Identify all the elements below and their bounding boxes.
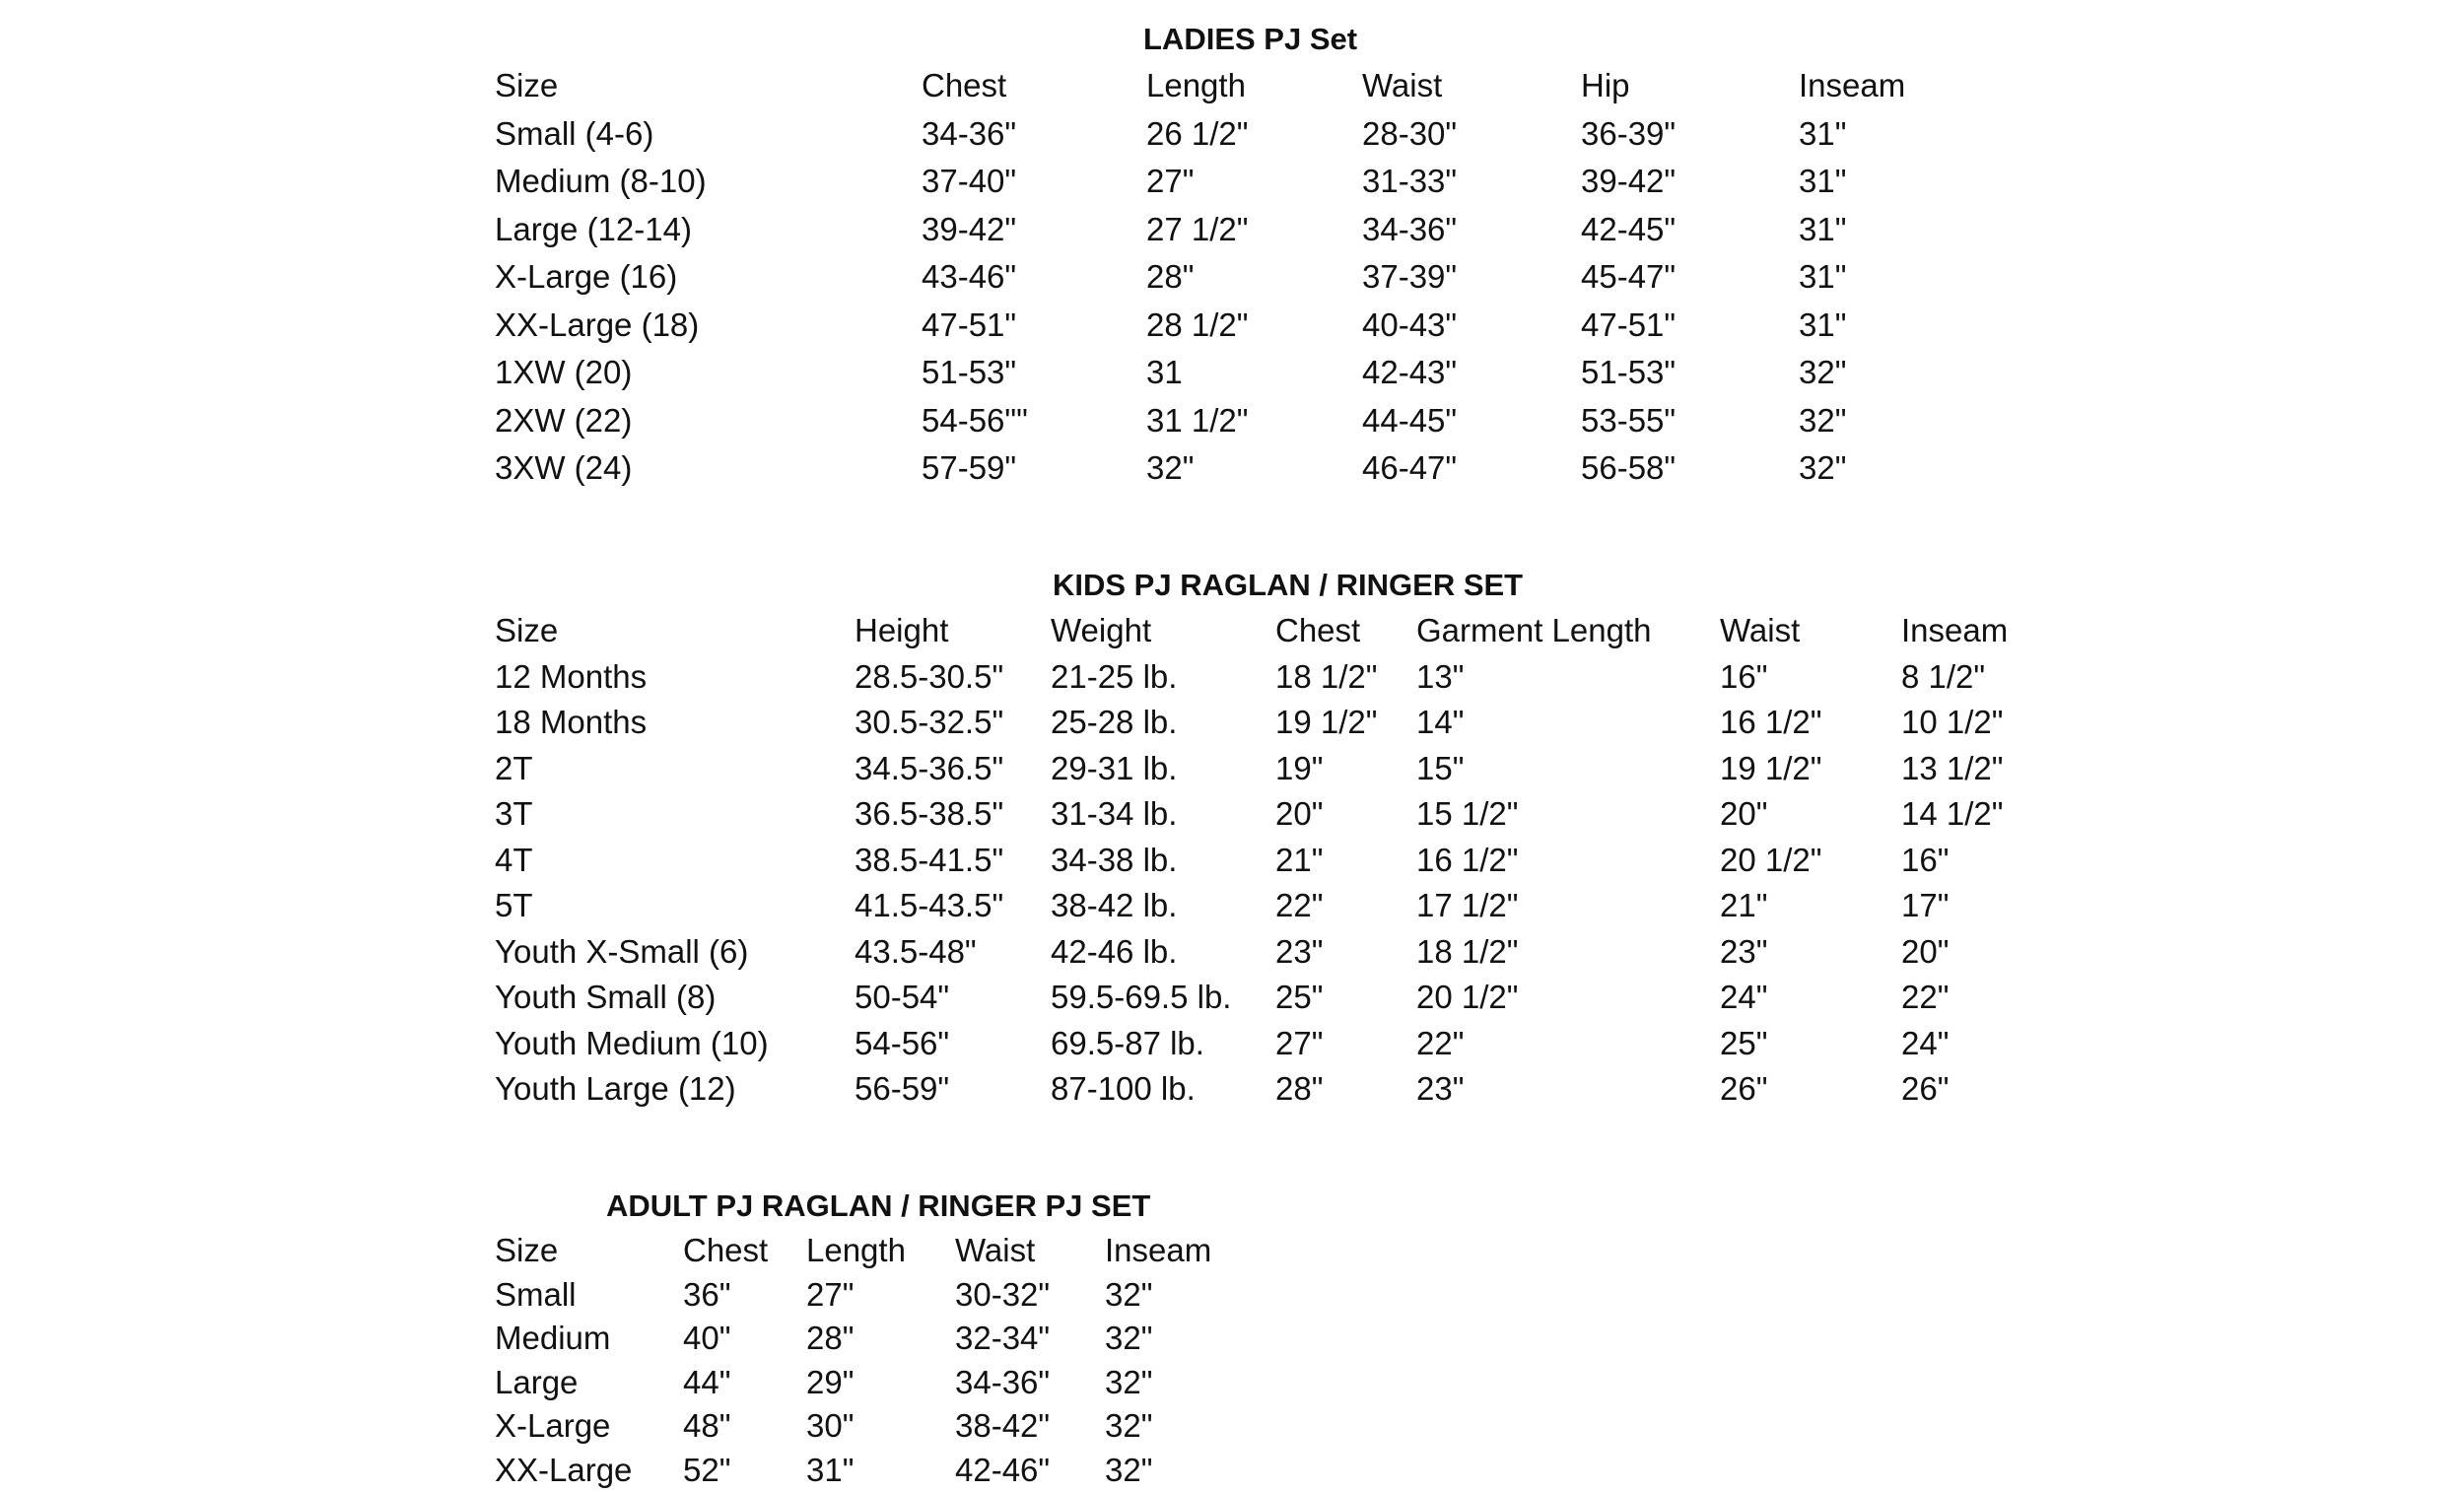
table-row [495,1066,2039,1113]
table-row [495,654,2039,701]
measurement-cell: 21-25 lb. [1051,654,1275,701]
measurement-cell: 34-36" [1362,206,1581,254]
table-row [495,1317,1243,1361]
measurement-cell: 37-39" [1362,253,1581,302]
measurement-cell: 31 1/2" [1146,397,1362,445]
table-row [495,206,1947,254]
table-row [495,110,1947,159]
measurement-cell: 30" [806,1404,955,1449]
table-row [495,349,1947,397]
measurement-cell: 27" [806,1273,955,1318]
table-row [495,746,2039,792]
measurement-cell: 15 1/2" [1416,791,1720,838]
table-row [495,791,2039,838]
table-row [495,700,2039,746]
header-cell: Size [495,1229,683,1273]
measurement-cell: 48" [683,1404,806,1449]
measurement-cell: 30.5-32.5" [855,700,1051,746]
size-cell: 1XW (20) [495,349,922,397]
header-cell: Height [855,608,1051,654]
measurement-cell: 24" [1720,975,1901,1021]
size-cell: Medium (8-10) [495,158,922,206]
measurement-cell: 38.5-41.5" [855,838,1051,884]
measurement-cell: 25-28 lb. [1051,700,1275,746]
measurement-cell: 21" [1720,883,1901,929]
measurement-cell: 38-42" [955,1404,1105,1449]
measurement-cell: 42-45" [1581,206,1799,254]
measurement-cell: 44" [683,1361,806,1405]
measurement-cell: 21" [1275,838,1416,884]
table-row [495,1404,1243,1449]
measurement-cell: 31-33" [1362,158,1581,206]
measurement-cell: 23" [1720,929,1901,976]
size-cell: Youth Medium (10) [495,1021,855,1067]
header-cell: Chest [683,1229,806,1273]
size-cell: X-Large [495,1404,683,1449]
measurement-cell: 25" [1720,1021,1901,1067]
adult-section-title: ADULT PJ RAGLAN / RINGER PJ SET [606,1190,1150,1221]
measurement-cell: 28.5-30.5" [855,654,1051,701]
size-cell: 4T [495,838,855,884]
table-row [495,253,1947,302]
size-cell: 3XW (24) [495,444,922,493]
measurement-cell: 44-45" [1362,397,1581,445]
size-cell: 5T [495,883,855,929]
size-cell: Youth Large (12) [495,1066,855,1113]
table-header-row [495,62,1947,110]
measurement-cell: 32" [1105,1317,1243,1361]
measurement-cell: 40-43" [1362,302,1581,350]
measurement-cell: 27 1/2" [1146,206,1362,254]
size-cell: XX-Large [495,1449,683,1492]
measurement-cell: 31-34 lb. [1051,791,1275,838]
table-row [495,158,1947,206]
measurement-cell: 52" [683,1449,806,1492]
measurement-cell: 20" [1901,929,2039,976]
measurement-cell: 31" [1799,302,1947,350]
measurement-cell: 31" [1799,158,1947,206]
size-cell: 3T [495,791,855,838]
table-row [495,1361,1243,1405]
header-cell: Size [495,62,922,110]
measurement-cell: 16" [1901,838,2039,884]
size-cell: Youth Small (8) [495,975,855,1021]
measurement-cell: 53-55" [1581,397,1799,445]
size-cell: Large [495,1361,683,1405]
measurement-cell: 20 1/2" [1416,975,1720,1021]
measurement-cell: 28" [806,1317,955,1361]
measurement-cell: 28-30" [1362,110,1581,159]
measurement-cell: 43-46" [922,253,1146,302]
measurement-cell: 51-53" [922,349,1146,397]
measurement-cell: 46-47" [1362,444,1581,493]
measurement-cell: 32" [1105,1404,1243,1449]
table-row [495,1021,2039,1067]
measurement-cell: 28" [1146,253,1362,302]
measurement-cell: 32-34" [955,1317,1105,1361]
header-cell: Waist [1362,62,1581,110]
size-cell: Youth X-Small (6) [495,929,855,976]
table-row [495,929,2039,976]
measurement-cell: 39-42" [1581,158,1799,206]
table-row [495,1273,1243,1318]
size-cell: XX-Large (18) [495,302,922,350]
size-cell: Small (4-6) [495,110,922,159]
measurement-cell: 42-46 lb. [1051,929,1275,976]
measurement-cell: 15" [1416,746,1720,792]
measurement-cell: 32" [1146,444,1362,493]
measurement-cell: 41.5-43.5" [855,883,1051,929]
measurement-cell: 27" [1146,158,1362,206]
measurement-cell: 56-58" [1581,444,1799,493]
measurement-cell: 18 1/2" [1275,654,1416,701]
measurement-cell: 22" [1275,883,1416,929]
measurement-cell: 47-51" [1581,302,1799,350]
table-row [495,838,2039,884]
measurement-cell: 31 [1146,349,1362,397]
measurement-cell: 20" [1275,791,1416,838]
measurement-cell: 42-43" [1362,349,1581,397]
measurement-cell: 29-31 lb. [1051,746,1275,792]
measurement-cell: 32" [1105,1449,1243,1492]
measurement-cell: 37-40" [922,158,1146,206]
table-row [495,444,1947,493]
measurement-cell: 42-46" [955,1449,1105,1492]
table-header-row [495,608,2039,654]
measurement-cell: 54-56"" [922,397,1146,445]
measurement-cell: 38-42 lb. [1051,883,1275,929]
measurement-cell: 32" [1799,397,1947,445]
ladies-section-title: LADIES PJ Set [1143,24,1357,54]
measurement-cell: 26" [1720,1066,1901,1113]
measurement-cell: 50-54" [855,975,1051,1021]
table-row [495,302,1947,350]
header-cell: Inseam [1901,608,2039,654]
table-row [495,397,1947,445]
table-row [495,883,2039,929]
measurement-cell: 16" [1720,654,1901,701]
measurement-cell: 17" [1901,883,2039,929]
measurement-cell: 24" [1901,1021,2039,1067]
size-cell: 2T [495,746,855,792]
measurement-cell: 32" [1105,1361,1243,1405]
measurement-cell: 18 1/2" [1416,929,1720,976]
measurement-cell: 19 1/2" [1275,700,1416,746]
measurement-cell: 23" [1275,929,1416,976]
ladies-size-table [495,62,1947,493]
header-cell: Hip [1581,62,1799,110]
header-cell: Waist [1720,608,1901,654]
kids-section-title: KIDS PJ RAGLAN / RINGER SET [1053,570,1523,600]
measurement-cell: 14 1/2" [1901,791,2039,838]
measurement-cell: 30-32" [955,1273,1105,1318]
header-cell: Chest [1275,608,1416,654]
table-row [495,975,2039,1021]
measurement-cell: 34-36" [955,1361,1105,1405]
header-cell: Inseam [1799,62,1947,110]
measurement-cell: 13 1/2" [1901,746,2039,792]
measurement-cell: 32" [1799,349,1947,397]
adult-size-table [495,1229,1243,1492]
measurement-cell: 36-39" [1581,110,1799,159]
measurement-cell: 20" [1720,791,1901,838]
measurement-cell: 31" [1799,206,1947,254]
measurement-cell: 27" [1275,1021,1416,1067]
measurement-cell: 16 1/2" [1416,838,1720,884]
size-cell: 2XW (22) [495,397,922,445]
header-cell: Weight [1051,608,1275,654]
measurement-cell: 19" [1275,746,1416,792]
size-cell: Small [495,1273,683,1318]
table-header-row [495,1229,1243,1273]
measurement-cell: 43.5-48" [855,929,1051,976]
table-row [495,1449,1243,1492]
measurement-cell: 57-59" [922,444,1146,493]
measurement-cell: 28 1/2" [1146,302,1362,350]
header-cell: Waist [955,1229,1105,1273]
measurement-cell: 34-36" [922,110,1146,159]
size-cell: 12 Months [495,654,855,701]
header-cell: Chest [922,62,1146,110]
measurement-cell: 45-47" [1581,253,1799,302]
measurement-cell: 56-59" [855,1066,1051,1113]
measurement-cell: 32" [1799,444,1947,493]
measurement-cell: 22" [1901,975,2039,1021]
header-cell: Inseam [1105,1229,1243,1273]
measurement-cell: 47-51" [922,302,1146,350]
measurement-cell: 16 1/2" [1720,700,1901,746]
measurement-cell: 10 1/2" [1901,700,2039,746]
header-cell: Size [495,608,855,654]
measurement-cell: 26 1/2" [1146,110,1362,159]
size-cell: Medium [495,1317,683,1361]
adult-table-body [495,1273,1243,1492]
measurement-cell: 40" [683,1317,806,1361]
measurement-cell: 87-100 lb. [1051,1066,1275,1113]
measurement-cell: 31" [1799,253,1947,302]
measurement-cell: 29" [806,1361,955,1405]
size-cell: Large (12-14) [495,206,922,254]
measurement-cell: 22" [1416,1021,1720,1067]
measurement-cell: 17 1/2" [1416,883,1720,929]
measurement-cell: 59.5-69.5 lb. [1051,975,1275,1021]
measurement-cell: 19 1/2" [1720,746,1901,792]
measurement-cell: 54-56" [855,1021,1051,1067]
measurement-cell: 31" [806,1449,955,1492]
measurement-cell: 39-42" [922,206,1146,254]
kids-size-table [495,608,2039,1113]
size-cell: X-Large (16) [495,253,922,302]
kids-table-body [495,654,2039,1113]
measurement-cell: 28" [1275,1066,1416,1113]
ladies-table-body [495,110,1947,493]
measurement-cell: 26" [1901,1066,2039,1113]
measurement-cell: 34-38 lb. [1051,838,1275,884]
measurement-cell: 20 1/2" [1720,838,1901,884]
measurement-cell: 31" [1799,110,1947,159]
header-cell: Length [806,1229,955,1273]
measurement-cell: 14" [1416,700,1720,746]
measurement-cell: 36" [683,1273,806,1318]
measurement-cell: 51-53" [1581,349,1799,397]
measurement-cell: 32" [1105,1273,1243,1318]
header-cell: Garment Length [1416,608,1720,654]
measurement-cell: 36.5-38.5" [855,791,1051,838]
size-cell: 18 Months [495,700,855,746]
measurement-cell: 69.5-87 lb. [1051,1021,1275,1067]
header-cell: Length [1146,62,1362,110]
measurement-cell: 25" [1275,975,1416,1021]
measurement-cell: 34.5-36.5" [855,746,1051,792]
measurement-cell: 13" [1416,654,1720,701]
measurement-cell: 8 1/2" [1901,654,2039,701]
measurement-cell: 23" [1416,1066,1720,1113]
